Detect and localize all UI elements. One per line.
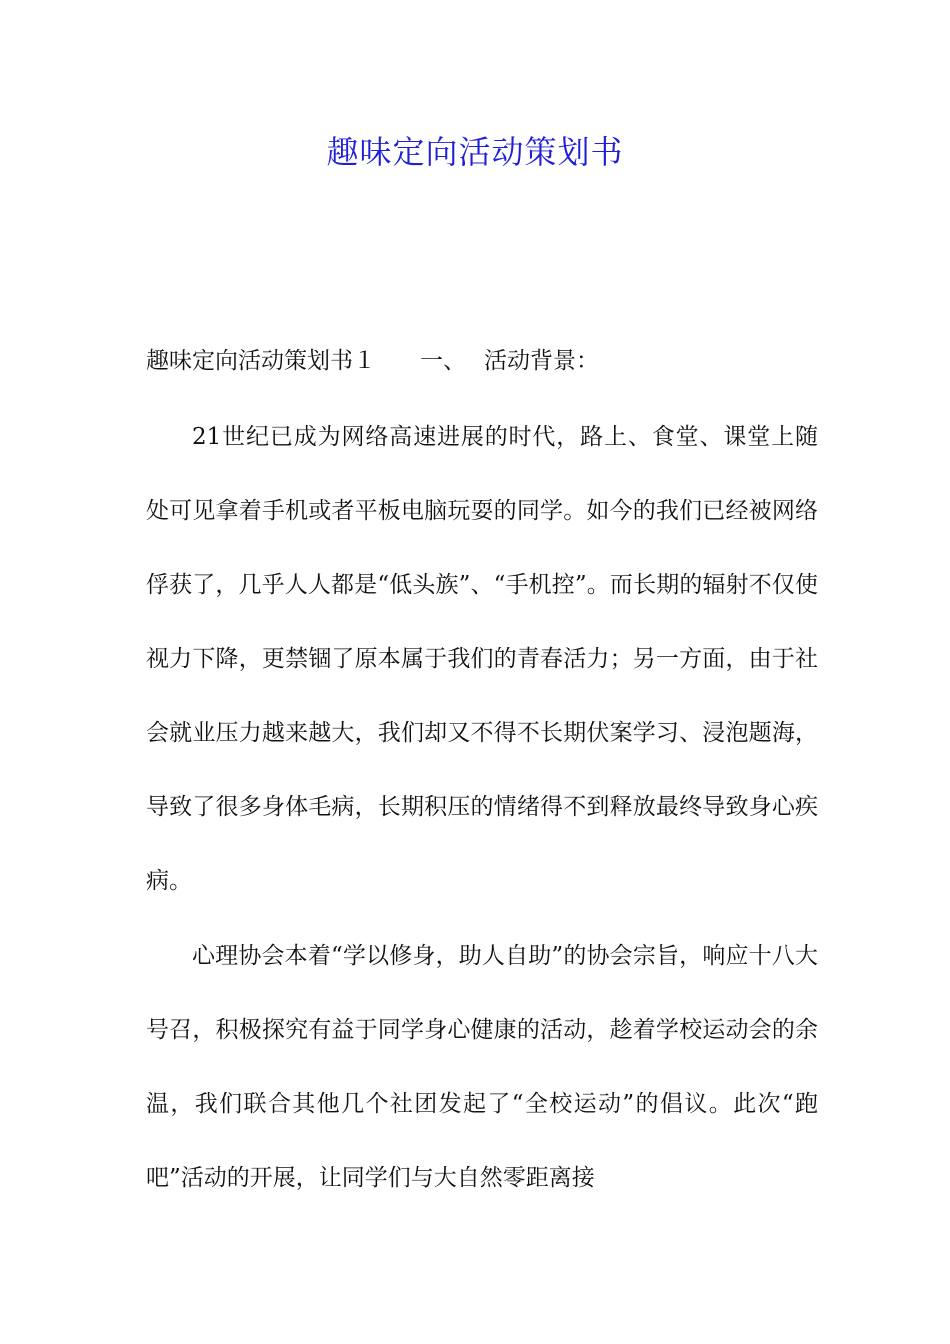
section-number: 一、 (420, 348, 466, 374)
document-title: 趣味定向活动策划书 (326, 133, 624, 171)
section-heading (146, 344, 599, 378)
doc-label: 趣味定向活动策划书１ (146, 348, 376, 374)
paragraph: 心理协会本着“学以修身，助人自助”的协会宗旨，响应十八大号召，积极探究有益于同学身心健康的活动，趁着学校运动会的余温，我们联合其他几个社团发起了“全校运动”的倡议。此次“跑吧”活动的开展，让同学们与大自然零距离接 (146, 943, 818, 1191)
section-heading-text: 活动背景： (484, 348, 599, 374)
paragraph: 21世纪已成为网络高速进展的时代，路上、食堂、课堂上随处可见拿着手机或者平板电脑玩耍的同学。如今的我们已经被网络俘获了，几乎人人都是“低头族”、“手机控”。而长期的辐射不仅使视力下降，更禁锢了原本属于我们的青春活力；另一方面，由于社会就业压力越来越大，我们却又不得不长期伏案学习、浸泡题海，导致了很多身体毛病，长期积压的情绪得不到释放最终导致身心疾病。 (146, 424, 818, 894)
